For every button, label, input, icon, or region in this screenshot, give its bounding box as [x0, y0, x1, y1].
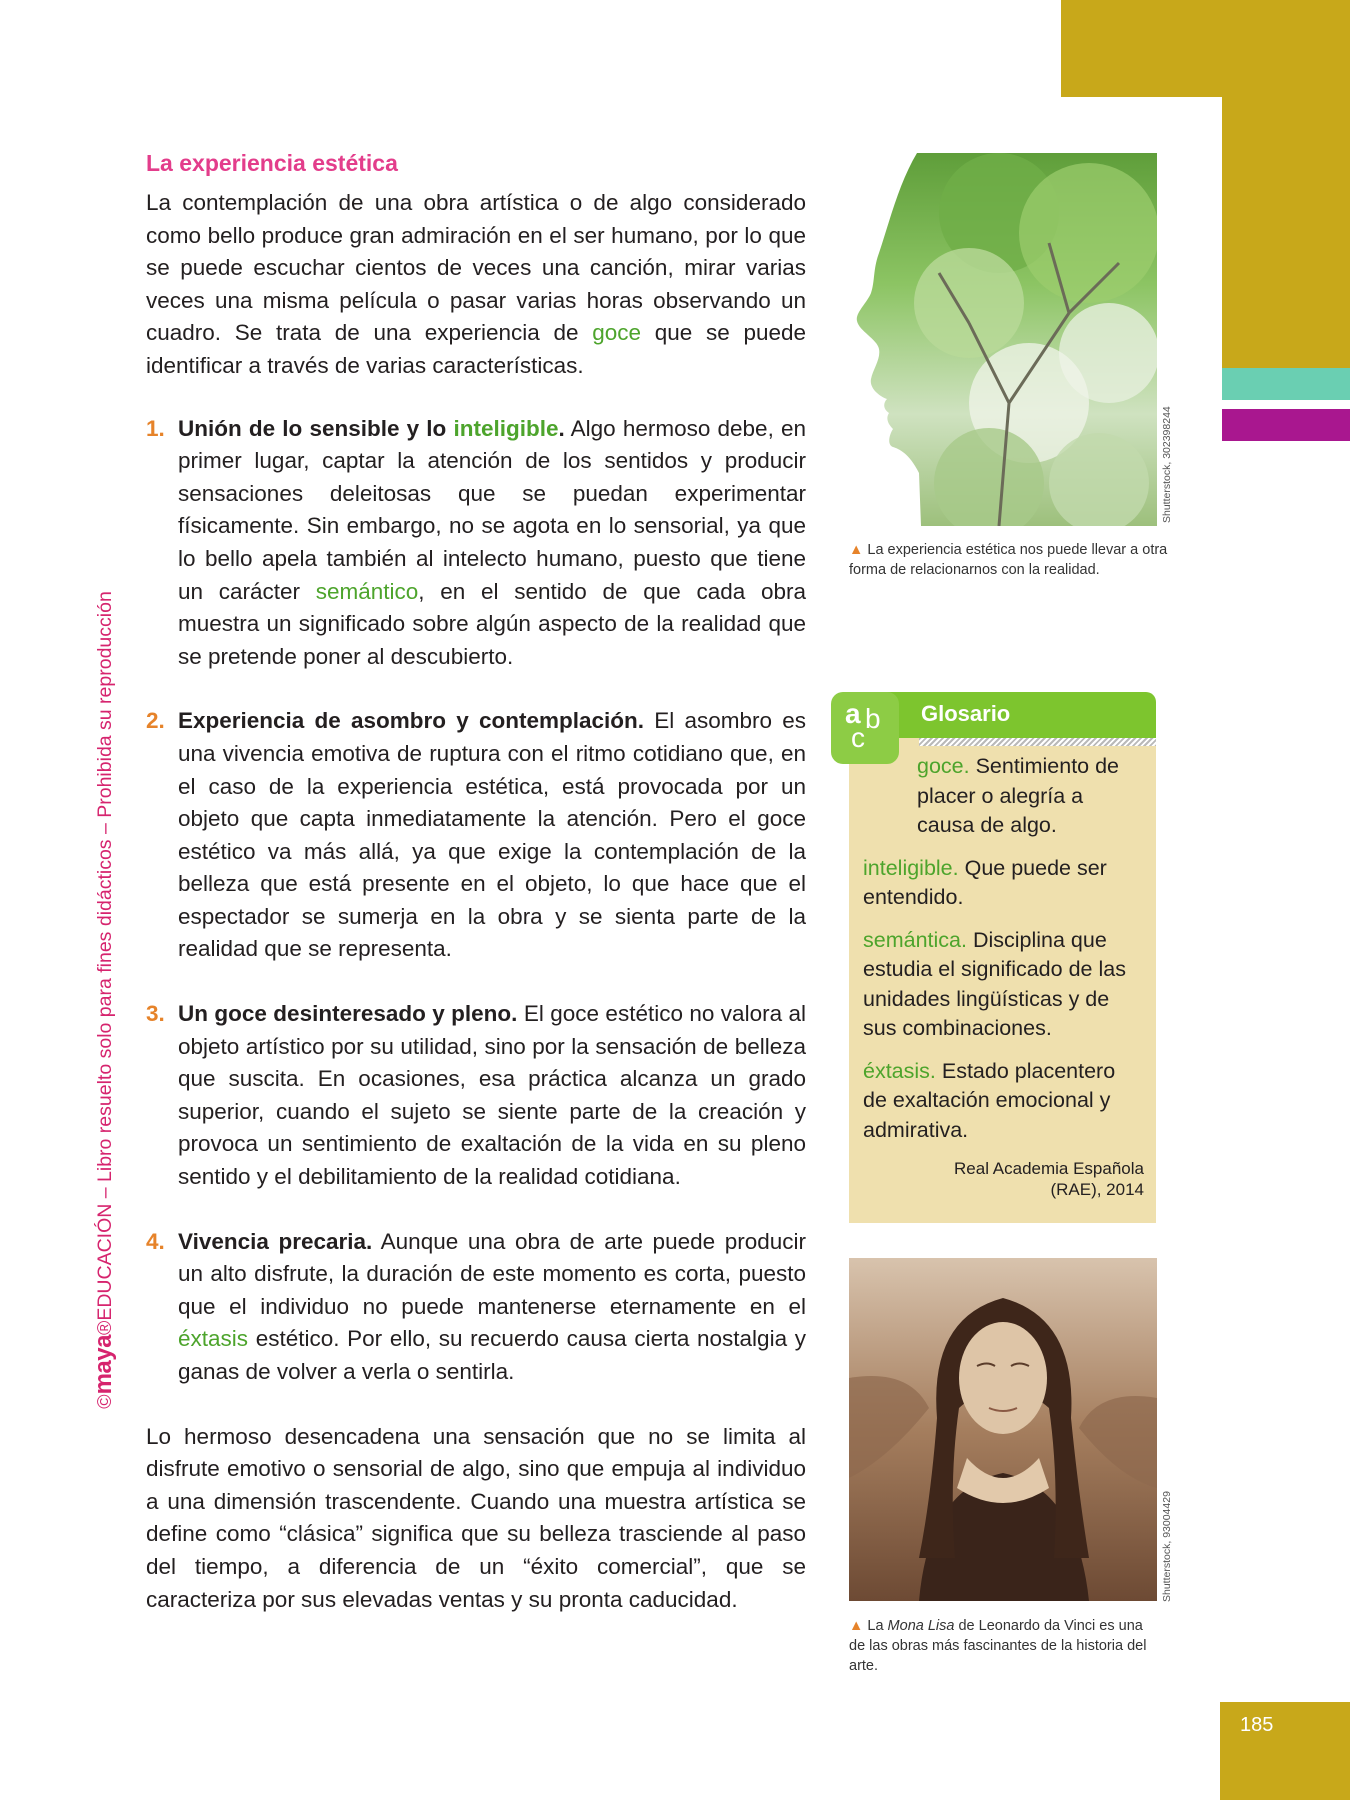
image-caption — [849, 540, 1169, 580]
decorative-band-magenta — [1222, 409, 1350, 441]
glossary-term: goce. — [917, 754, 970, 778]
glossary-box — [845, 692, 1156, 1223]
decorative-band-teal — [1222, 368, 1350, 400]
item-text: Aunque una obra de arte puede producir un alto disfrute, la duración de este momento es corta, puesto que el individuo no puede mantenerse eternamente en el — [178, 1228, 806, 1319]
icon-letter: c — [851, 722, 865, 753]
copyright-text: EDUCACIÓN – Libro resuelto solo para fines didácticos – Prohibida su reproducción — [94, 591, 116, 1321]
glossary-entry — [863, 1057, 1144, 1146]
triangle-icon: ▲ — [849, 1618, 864, 1634]
item-number: 2. — [146, 708, 165, 734]
glossary-entry — [863, 926, 1144, 1044]
brand-name: maya — [90, 1335, 117, 1395]
item-title-text: Unión de lo sensible y lo — [178, 415, 454, 441]
glossary-entry — [863, 752, 1144, 841]
copyright-symbol: © — [94, 1394, 116, 1409]
caption-text-end: de Leonardo da Vinci es una de las obras más fascinantes de la historia del arte. — [849, 1618, 1147, 1674]
glossary-title: Glosario — [921, 701, 1011, 726]
decorative-band-gold-top — [1061, 0, 1350, 97]
main-column — [146, 150, 806, 1616]
closing-paragraph: Lo hermoso desencadena una sensación que no se limita al disfrute emotivo o sensorial de algo, sino que empuja al individuo a una dimensión trascendente. Cuando una muestra artística se define como “clásica” significa que su belleza trasciende al paso del tiempo, a diferencia de un “éxito comercial”, que se caracteriza por sus elevadas ventas y su pronta caducidad. — [146, 1423, 806, 1612]
face-silhouette-trees-image — [849, 153, 1157, 526]
glossary-term-goce: goce — [592, 320, 642, 346]
glossary-entry — [863, 854, 1144, 913]
glossary-body — [849, 738, 1156, 1223]
mona-lisa-image — [849, 1258, 1157, 1601]
glossary-source — [863, 1158, 1144, 1200]
item-text-end: , en el sentido de que cada obra muestra un significado sobre algún aspecto de la realidad que se pretende poner al descubierto. — [178, 578, 806, 669]
item-text: El asombro es una vivencia emotiva de ruptura con el ritmo cotidiano que, en el caso de la experiencia estética, está provocada por un objeto que capta inmediatamente la atención. Pero el goce estético va más allá, ya que exige la contemplación de la belleza que está presente en el objeto, lo que hace que el espectador se sumerja en la obra y se sienta parte de la realidad que se representa. — [178, 708, 806, 962]
glossary-term: semántica. — [863, 927, 967, 952]
copyright-side-note — [90, 580, 118, 1420]
mona-lisa-illustration — [849, 1258, 1157, 1601]
characteristics-list — [146, 413, 806, 1389]
list-item — [146, 413, 806, 674]
glossary-term-extasis: éxtasis — [178, 1326, 249, 1352]
glossary-hatch-divider — [919, 738, 1156, 746]
intro-text-end: que se puede identificar a través de varias características. — [146, 320, 807, 378]
glossary-definition: Disciplina que estudia el significado de las unidades lingüísticas y de sus combinaciones. — [863, 927, 1126, 1040]
item-title: Un goce desinteresado y pleno. — [178, 1001, 518, 1027]
section-title: La experiencia estética — [146, 150, 398, 176]
source-line: (RAE), 2014 — [1050, 1180, 1144, 1199]
glossary-term-inteligible: inteligible — [453, 415, 559, 441]
triangle-icon: ▲ — [849, 542, 864, 558]
icon-letter: a — [845, 698, 861, 729]
glossary-definition: Que puede ser entendido. — [863, 855, 1107, 909]
item-title — [178, 416, 565, 441]
intro-text: La contemplación de una obra artística o de algo considerado como bello produce gran admiración en el ser humano, por lo que se puede escuchar cientos de veces una canción, mirar varias veces una misma película o pasar varias horas observando un cuadro. Se trata de una experiencia de — [146, 190, 806, 346]
caption-text: La experiencia estética nos puede llevar a otra forma de relacionarnos con la realidad. — [849, 542, 1168, 578]
item-number: 3. — [146, 1001, 165, 1027]
icon-letter: b — [865, 703, 881, 734]
item-number: 4. — [146, 1228, 165, 1254]
item-text: Algo hermoso debe, en primer lugar, captar la atención de los sentidos y producir sensaciones deleitosas que se puedan experimentar físicamente. Sin embargo, no se agota en lo sensorial, ya que lo bello apela también al intelecto humano, puesto que tiene un carácter — [178, 415, 807, 604]
glossary-abc-icon — [831, 692, 899, 764]
registered-symbol: ® — [94, 1320, 116, 1336]
glossary-header — [845, 692, 1156, 753]
glossary-definition: Estado placentero de exaltación emocional y admirativa. — [863, 1058, 1116, 1142]
page-number: 185 — [1240, 1714, 1274, 1736]
glossary-term: inteligible. — [863, 855, 959, 880]
item-title-end: . — [558, 415, 565, 441]
item-title: Vivencia precaria. — [178, 1228, 373, 1254]
glossary-term: éxtasis. — [863, 1058, 936, 1083]
list-item — [146, 1226, 806, 1389]
intro-paragraph — [146, 187, 806, 383]
silhouette-illustration — [849, 153, 1157, 526]
item-number: 1. — [146, 415, 165, 441]
item-text-end: estético. Por ello, su recuerdo causa cierta nostalgia y ganas de volver a verla o sentirla. — [178, 1326, 806, 1384]
glossary-definition: Sentimiento de placer o alegría a causa de algo. — [917, 754, 1120, 837]
item-title: Experiencia de asombro y contemplación. — [178, 708, 645, 734]
caption-text: La — [863, 1618, 888, 1634]
image-caption — [849, 1616, 1159, 1676]
caption-artwork-title: Mona Lisa — [887, 1618, 955, 1634]
image-credit: Shutterstock, 302398244 — [1161, 406, 1173, 523]
decorative-band-gold-side — [1222, 97, 1350, 385]
list-item — [146, 705, 806, 966]
glossary-term-semantico: semántico — [315, 578, 419, 604]
source-line: Real Academia Española — [954, 1159, 1144, 1178]
list-item — [146, 998, 806, 1194]
image-credit: Shutterstock, 93004429 — [1161, 1491, 1173, 1602]
item-text: El goce estético no valora al objeto artístico por su utilidad, sino por la sensación de belleza que suscita. En ocasiones, esa práctica alcanza un grado superior, cuando el sujeto se siente parte de la creación y provoca un sentimiento de exaltación de la vida en su pleno sentido y el debilitamiento de la realidad cotidiana. — [178, 1001, 806, 1190]
